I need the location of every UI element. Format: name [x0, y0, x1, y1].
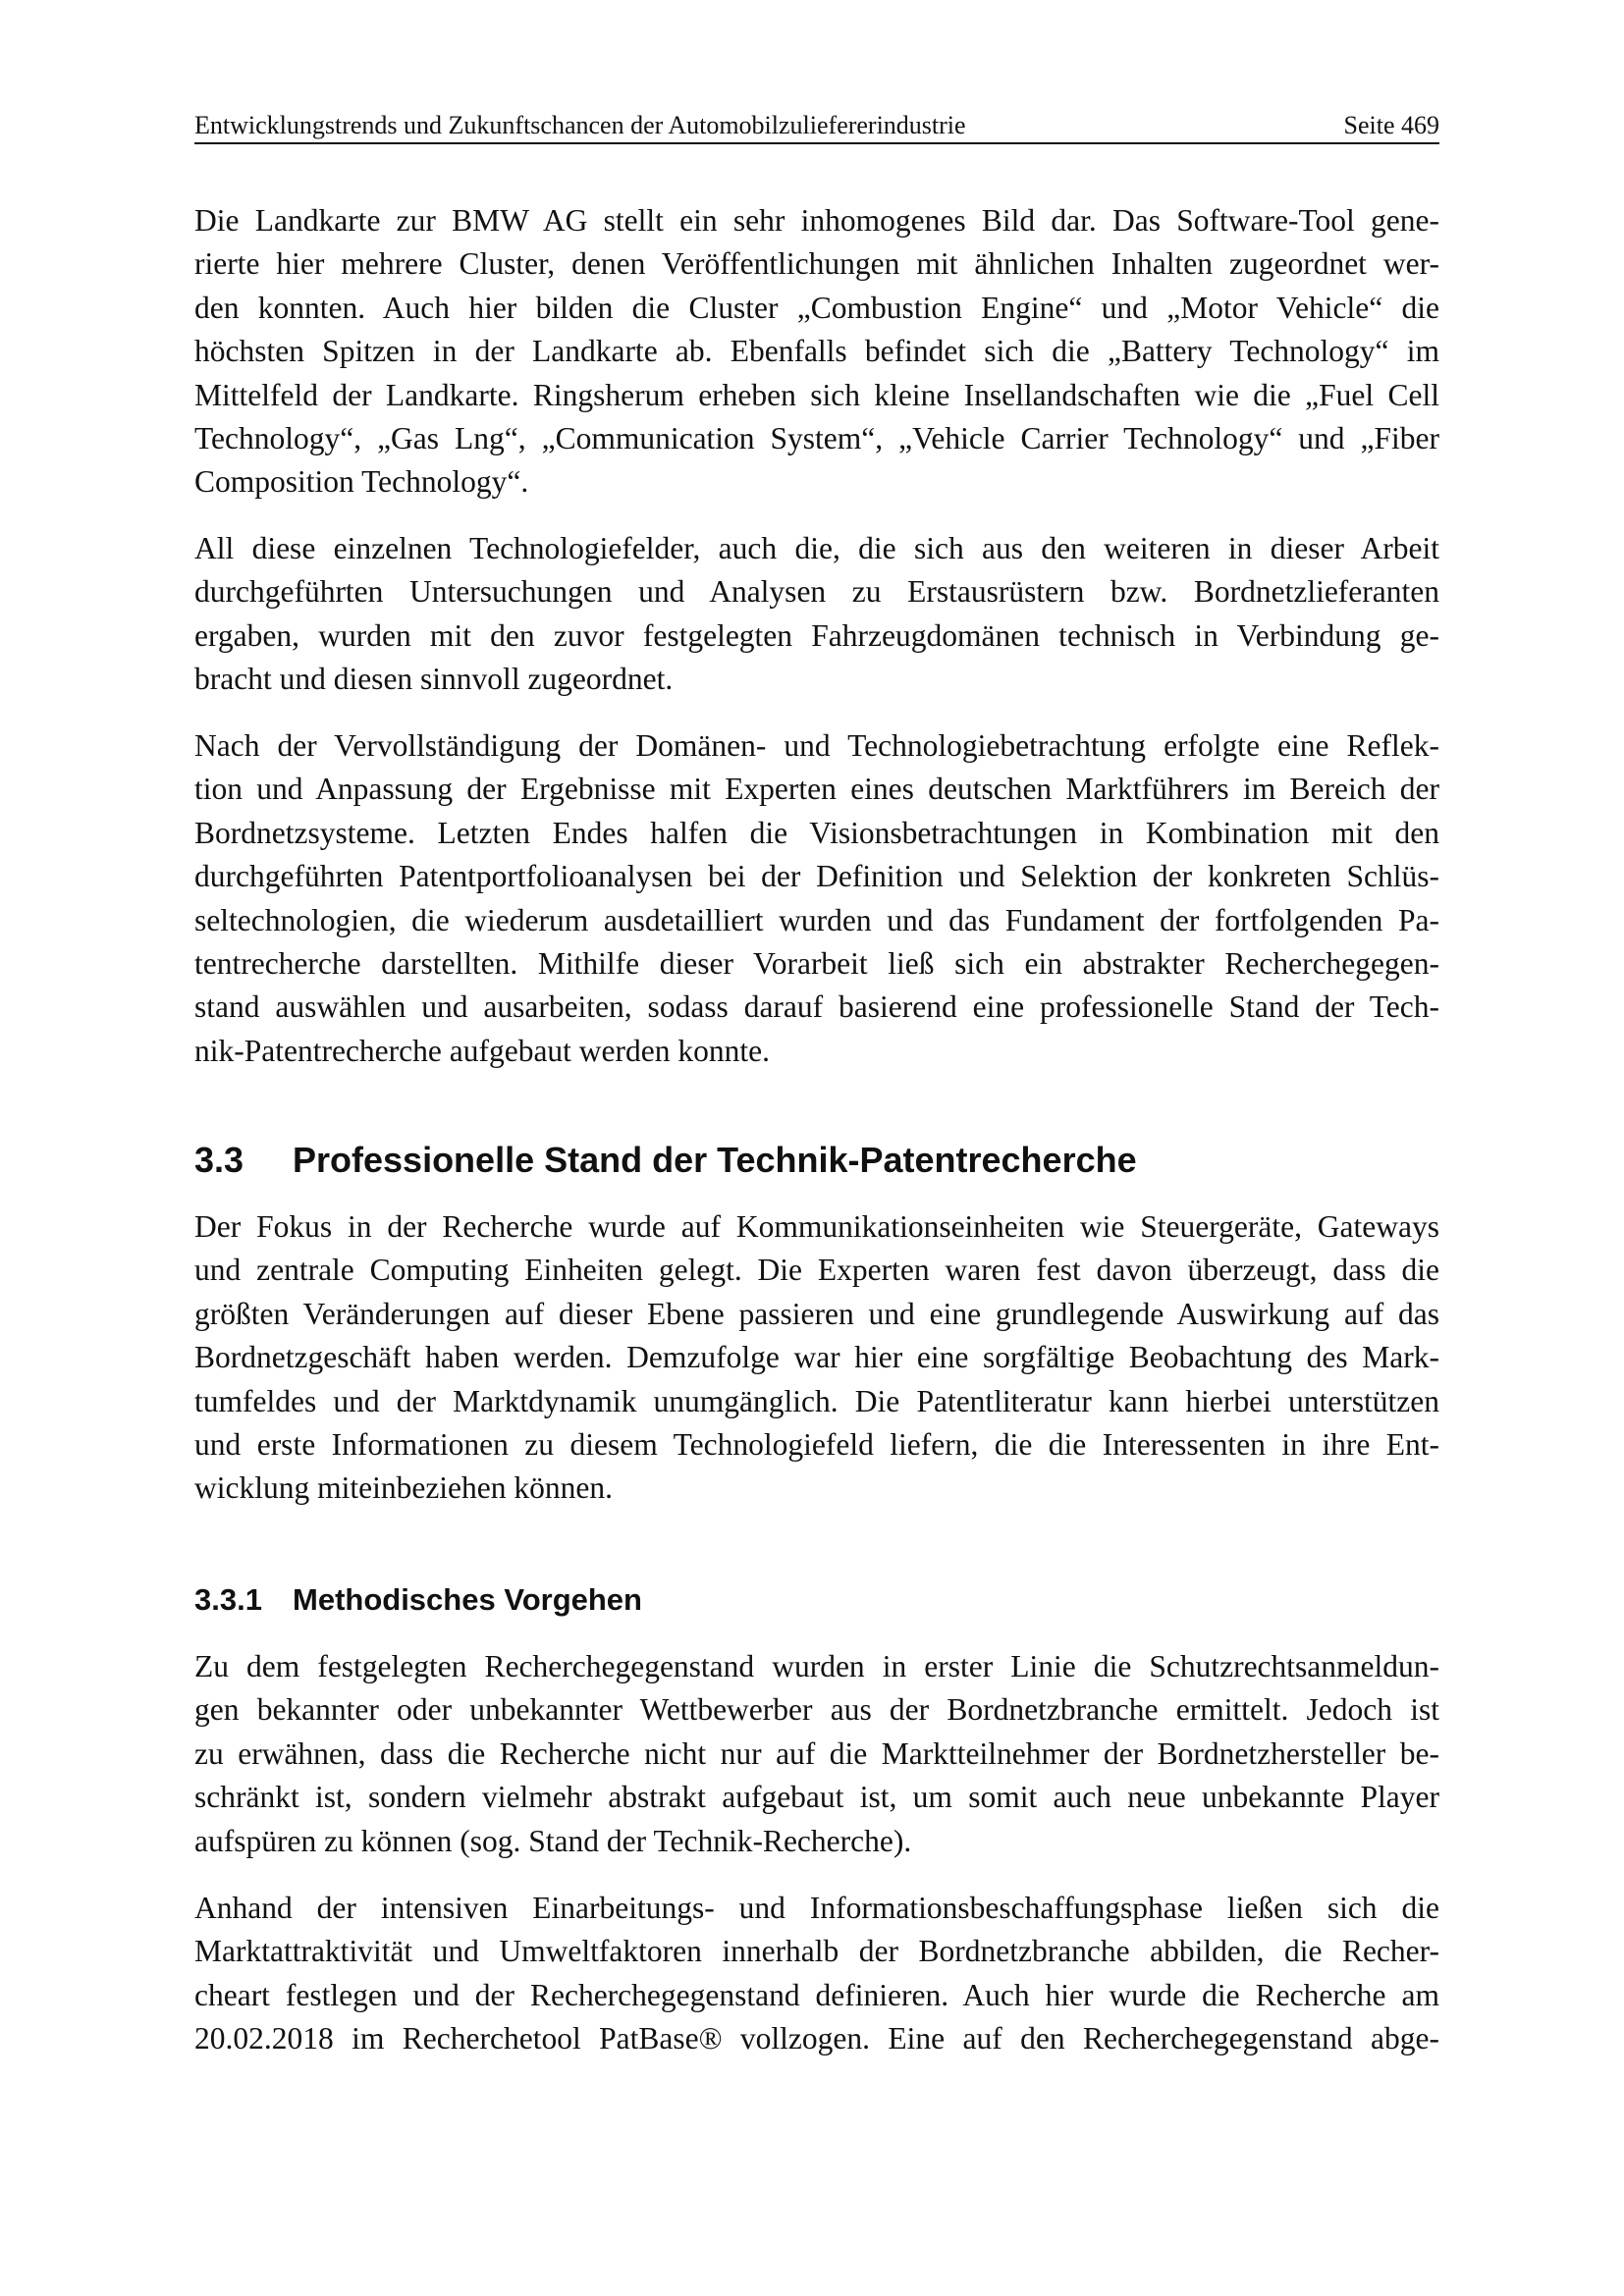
section-title: Professionelle Stand der Technik-Patentrecherche	[293, 1140, 1137, 1180]
text-line: zu erwähnen, dass die Recherche nicht nur auf die Marktteilnehmer der Bordnetzhersteller be-	[194, 1735, 1439, 1771]
text-line: tentrecherche darstellten. Mithilfe dieser Vorarbeit ließ sich ein abstrakter Recherchegegen-	[194, 945, 1439, 981]
text-line: durchgeführten Patentportfolioanalysen bei der Definition und Selektion der konkreten Schlüs-	[194, 859, 1439, 894]
section-heading	[194, 1136, 1137, 1185]
text-line: rierte hier mehrere Cluster, denen Veröffentlichungen mit ähnlichen Inhalten zugeordnet wer-	[194, 246, 1439, 282]
text-line: cheart festlegen und der Recherchegegenstand definieren. Auch hier wurde die Recherche am	[194, 1977, 1439, 2012]
text-line: durchgeführten Untersuchungen und Analysen zu Erstausrüstern bzw. Bordnetzlieferanten	[194, 574, 1439, 610]
paragraph	[194, 1645, 1439, 1863]
text-line: Zu dem festgelegten Recherchegegenstand wurden in erster Linie die Schutzrechtsanmeldun-	[194, 1649, 1439, 1683]
paragraph	[194, 199, 1439, 505]
text-line: Bordnetzgeschäft haben werden. Demzufolge war hier eine sorgfältige Beobachtung des Mark-	[194, 1340, 1439, 1375]
text-line: wicklung miteinbeziehen können.	[194, 1470, 614, 1506]
text-line: Der Fokus in der Recherche wurde auf Kommunikationseinheiten wie Steuergeräte, Gateways	[194, 1209, 1439, 1244]
text-line: tumfeldes und der Marktdynamik unumgänglich. Die Patentliteratur kann hierbei unterstützen	[194, 1383, 1439, 1418]
text-line: Mittelfeld der Landkarte. Ringsherum erheben sich kleine Insellandschaften wie die „Fuel Cell	[194, 377, 1439, 412]
text-line: und erste Informationen zu diesem Technologiefeld liefern, die die Interessenten in ihre Ent-	[194, 1426, 1439, 1462]
text-line: All diese einzelnen Technologiefelder, auch die, die sich aus den weiteren in dieser Arbeit	[194, 531, 1439, 565]
running-header	[194, 108, 1439, 143]
text-line: Composition Technology“.	[194, 464, 529, 500]
section-number: 3.3	[194, 1140, 244, 1180]
text-line: nik-Patentrecherche aufgebaut werden konnte.	[194, 1033, 770, 1068]
text-line: Technology“, „Gas Lng“, „Communication System“, „Vehicle Carrier Technology“ und „Fiber	[194, 420, 1439, 455]
text-line: Bordnetzsysteme. Letzten Endes halfen die Visionsbetrachtungen in Kombination mit den	[194, 815, 1439, 850]
text-line: Anhand der intensiven Einarbeitungs- und Informationsbeschaffungsphase ließen sich die	[194, 1891, 1439, 1925]
text-line: Die Landkarte zur BMW AG stellt ein sehr inhomogenes Bild dar. Das Software-Tool gene-	[194, 203, 1439, 238]
text-line: aufspüren zu können (sog. Stand der Technik-Recherche).	[194, 1823, 912, 1858]
subsection-title: Methodisches Vorgehen	[293, 1582, 642, 1617]
text-line: 20.02.2018 im Recherchetool PatBase® vollzogen. Eine auf den Recherchegegenstand abge-	[194, 2021, 1439, 2056]
header-title: Entwicklungstrends und Zukunftschancen der Automobilzuliefererindustrie	[194, 111, 966, 139]
header-rule	[194, 142, 1439, 144]
text-line: Nach der Vervollständigung der Domänen- und Technologiebetrachtung erfolgte eine Reflek-	[194, 728, 1439, 763]
text-line: den konnten. Auch hier bilden die Cluster „Combustion Engine“ und „Motor Vehicle“ die	[194, 290, 1439, 325]
page-number: Seite 469	[1343, 111, 1439, 139]
paragraph	[194, 527, 1439, 702]
text-line: tion und Anpassung der Ergebnisse mit Experten eines deutschen Marktführers im Bereich der	[194, 772, 1439, 807]
text-line: größten Veränderungen auf dieser Ebene passieren und eine grundlegende Auswirkung auf das	[194, 1296, 1439, 1331]
text-line: bracht und diesen sinnvoll zugeordnet.	[194, 662, 674, 697]
subsection-heading	[194, 1577, 642, 1623]
text-line: höchsten Spitzen in der Landkarte ab. Ebenfalls befindet sich die „Battery Technology“ im	[194, 334, 1439, 369]
subsection-number: 3.3.1	[194, 1582, 262, 1617]
text-line: und zentrale Computing Einheiten gelegt. Die Experten waren fest davon überzeugt, dass die	[194, 1253, 1439, 1288]
text-line: Marktattraktivität und Umweltfaktoren innerhalb der Bordnetzbranche abbilden, die Recher-	[194, 1934, 1439, 1969]
paragraph	[194, 724, 1439, 1073]
text-line: seltechnologien, die wiederum ausdetailliert wurden und das Fundament der fortfolgenden Pa-	[194, 902, 1439, 937]
text-line: stand auswählen und ausarbeiten, sodass darauf basierend eine professionelle Stand der Tech-	[194, 989, 1439, 1025]
text-line: schränkt ist, sondern vielmehr abstrakt aufgebaut ist, um somit auch neue unbekannte Player	[194, 1780, 1439, 1815]
text-line: ergaben, wurden mit den zuvor festgelegten Fahrzeugdomänen technisch in Verbindung ge-	[194, 617, 1439, 653]
paragraph	[194, 1887, 1439, 2061]
paragraph	[194, 1205, 1439, 1511]
text-line: gen bekannter oder unbekannter Wettbewerber aus der Bordnetzbranche ermittelt. Jedoch ist	[194, 1692, 1439, 1728]
